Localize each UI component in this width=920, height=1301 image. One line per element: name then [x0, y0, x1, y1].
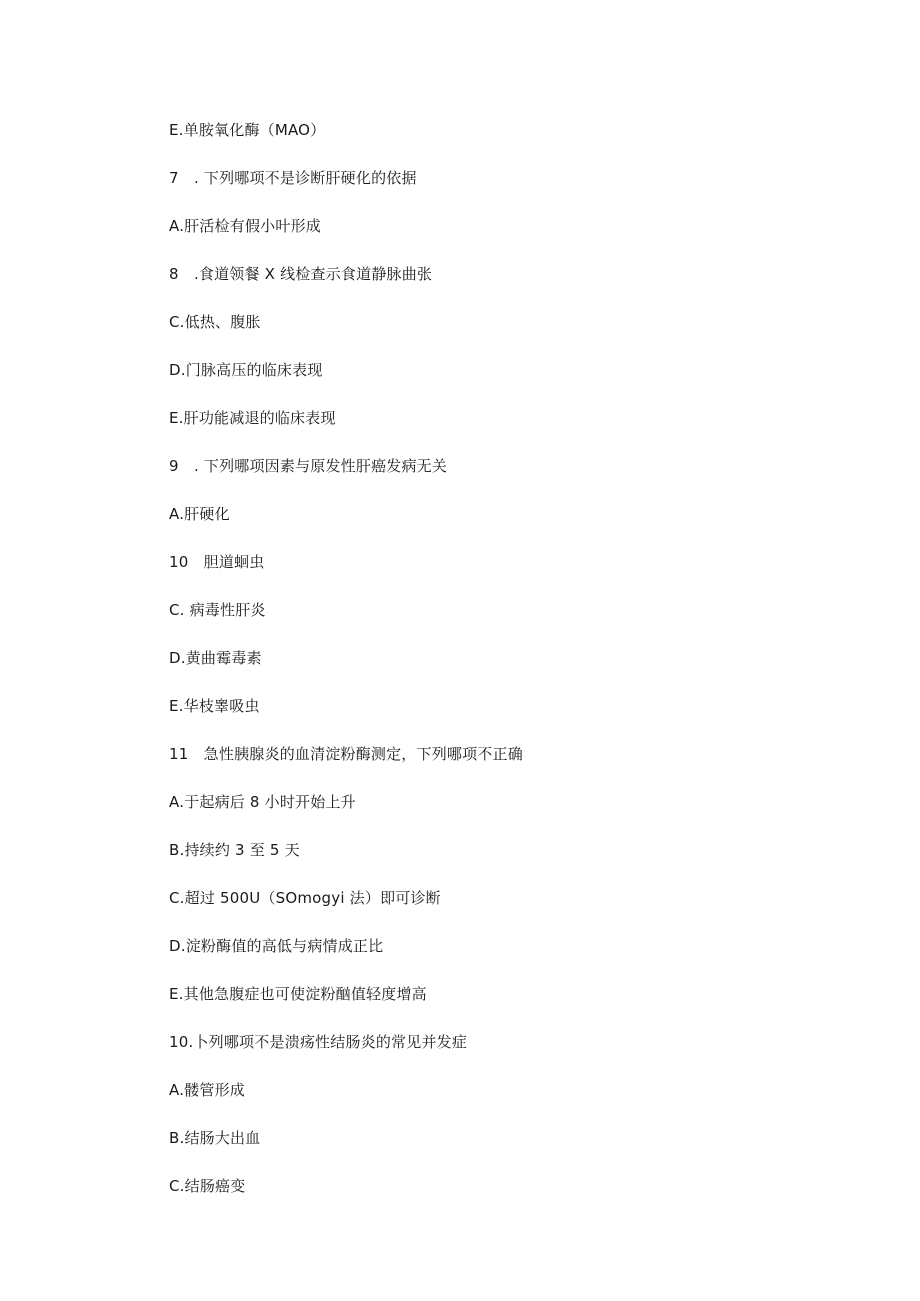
option-d-portal-hypertension: D.门脉高压的临床表现: [169, 361, 323, 379]
option-a-8-hours: A.于起病后 8 小时开始上升: [169, 793, 356, 811]
question-8-esophagus: 8 .食道领餐 X 线检查示食道静脉曲张: [169, 265, 433, 283]
question-11: 11 急性胰腺炎的血清淀粉酶测定，下列哪项不正确: [169, 745, 523, 763]
option-c-low-fever: C.低热、腹胀: [169, 313, 261, 331]
question-10-colitis: 10.卜列哪项不是溃疡性结肠炎的常见并发症: [169, 1033, 468, 1051]
option-e-liver-function: E.肝功能减退的临床表现: [169, 409, 336, 427]
option-a-fistula: A.髅管形成: [169, 1081, 245, 1099]
question-9: 9 . 下列哪项因素与原发性肝癌发病无关: [169, 457, 448, 475]
option-c-colon-cancer: C.结肠癌变: [169, 1177, 246, 1195]
option-e-mao: E.单胺氧化酶（MAO）: [169, 121, 326, 139]
option-d-amylase-level: D.淀粉酶值的高低与病情成正比: [169, 937, 384, 955]
option-b-3-to-5-days: B.持续约 3 至 5 天: [169, 841, 300, 859]
option-e-other-acute-abdomen: E.其他急腹症也可使淀粉酗值轻度增高: [169, 985, 427, 1003]
option-e-clonorchis: E.华枝睾吸虫: [169, 697, 260, 715]
option-c-viral-hepatitis: C. 病毒性肝炎: [169, 601, 266, 619]
item-10-ascariasis: 10 胆道蛔虫: [169, 553, 265, 571]
option-a-cirrhosis: A.肝硬化: [169, 505, 230, 523]
option-c-500u: C.超过 500U（SOmogyi 法）即可诊断: [169, 889, 441, 907]
option-a-liver-biopsy: A.肝活检有假小叶形成: [169, 217, 321, 235]
option-d-aflatoxin: D.黄曲霉毒素: [169, 649, 262, 667]
question-7: 7 . 下列哪项不是诊断肝硬化的依据: [169, 169, 417, 187]
option-b-colon-bleeding: B.结肠大出血: [169, 1129, 261, 1147]
